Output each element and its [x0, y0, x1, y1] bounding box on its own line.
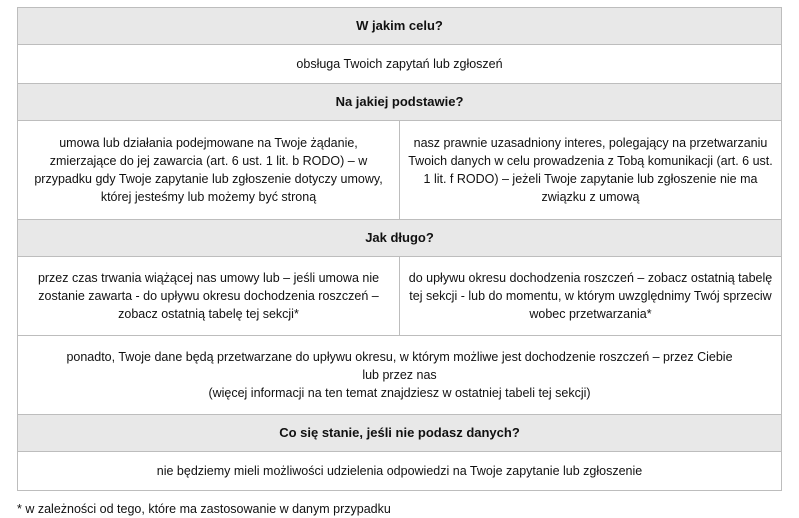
- cell-purpose-value: obsługa Twoich zapytań lub zgłoszeń: [18, 45, 782, 84]
- section-header-duration: Jak długo?: [18, 220, 782, 257]
- cell-legal-basis-left: umowa lub działania podejmowane na Twoje żądanie, zmierzające do jej zawarcia (art. 6 ust. 1 lit. b RODO) – w przypadku gdy Twoje zapytanie lub zgłoszenie dotyczy umowy, której jesteśmy lub możemy być stroną: [18, 121, 400, 220]
- section-header-consequences: Co się stanie, jeśli nie podasz danych?: [18, 415, 782, 452]
- table-row: [18, 452, 782, 491]
- cell-duration-left: przez czas trwania wiążącej nas umowy lub – jeśli umowa nie zostanie zawarta - do upływu okresu dochodzenia roszczeń – zobacz ostatnią tabelę tej sekcji*: [18, 257, 400, 336]
- table-row: [18, 336, 782, 415]
- gdpr-processing-table: [17, 7, 782, 491]
- table-row: [18, 415, 782, 452]
- table-body: [18, 8, 782, 491]
- duration-note-line-3: (więcej informacji na ten temat znajdziesz w ostatniej tabeli tej sekcji): [208, 386, 591, 401]
- cell-legal-basis-right: nasz prawnie uzasadniony interes, polegający na przetwarzaniu Twoich danych w celu prowadzenia z Tobą komunikacji (art. 6 ust. 1 lit. f RODO) – jeżeli Twoje zapytanie lub zgłoszenie nie ma związku z umową: [400, 121, 782, 220]
- cell-duration-note: [18, 336, 782, 415]
- table-row: [18, 84, 782, 121]
- cell-duration-right: do upływu okresu dochodzenia roszczeń – zobacz ostatnią tabelę tej sekcji - lub do momentu, w którym uwzględnimy Twój sprzeciw wobec przetwarzania*: [400, 257, 782, 336]
- table-row: [18, 45, 782, 84]
- table-row: [18, 121, 782, 220]
- table-row: [18, 8, 782, 45]
- table-footnote: * w zależności od tego, które ma zastosowanie w danym przypadku: [17, 502, 391, 516]
- duration-note-line-2: lub przez nas: [362, 367, 437, 382]
- table-row: [18, 220, 782, 257]
- duration-note-line-1: ponadto, Twoje dane będą przetwarzane do upływu okresu, w którym możliwe jest dochodzenie roszczeń – przez Ciebie: [66, 349, 733, 364]
- cell-consequences-value: nie będziemy mieli możliwości udzielenia odpowiedzi na Twoje zapytanie lub zgłoszenie: [18, 452, 782, 491]
- section-header-legal-basis: Na jakiej podstawie?: [18, 84, 782, 121]
- section-header-purpose: W jakim celu?: [18, 8, 782, 45]
- table-row: [18, 257, 782, 336]
